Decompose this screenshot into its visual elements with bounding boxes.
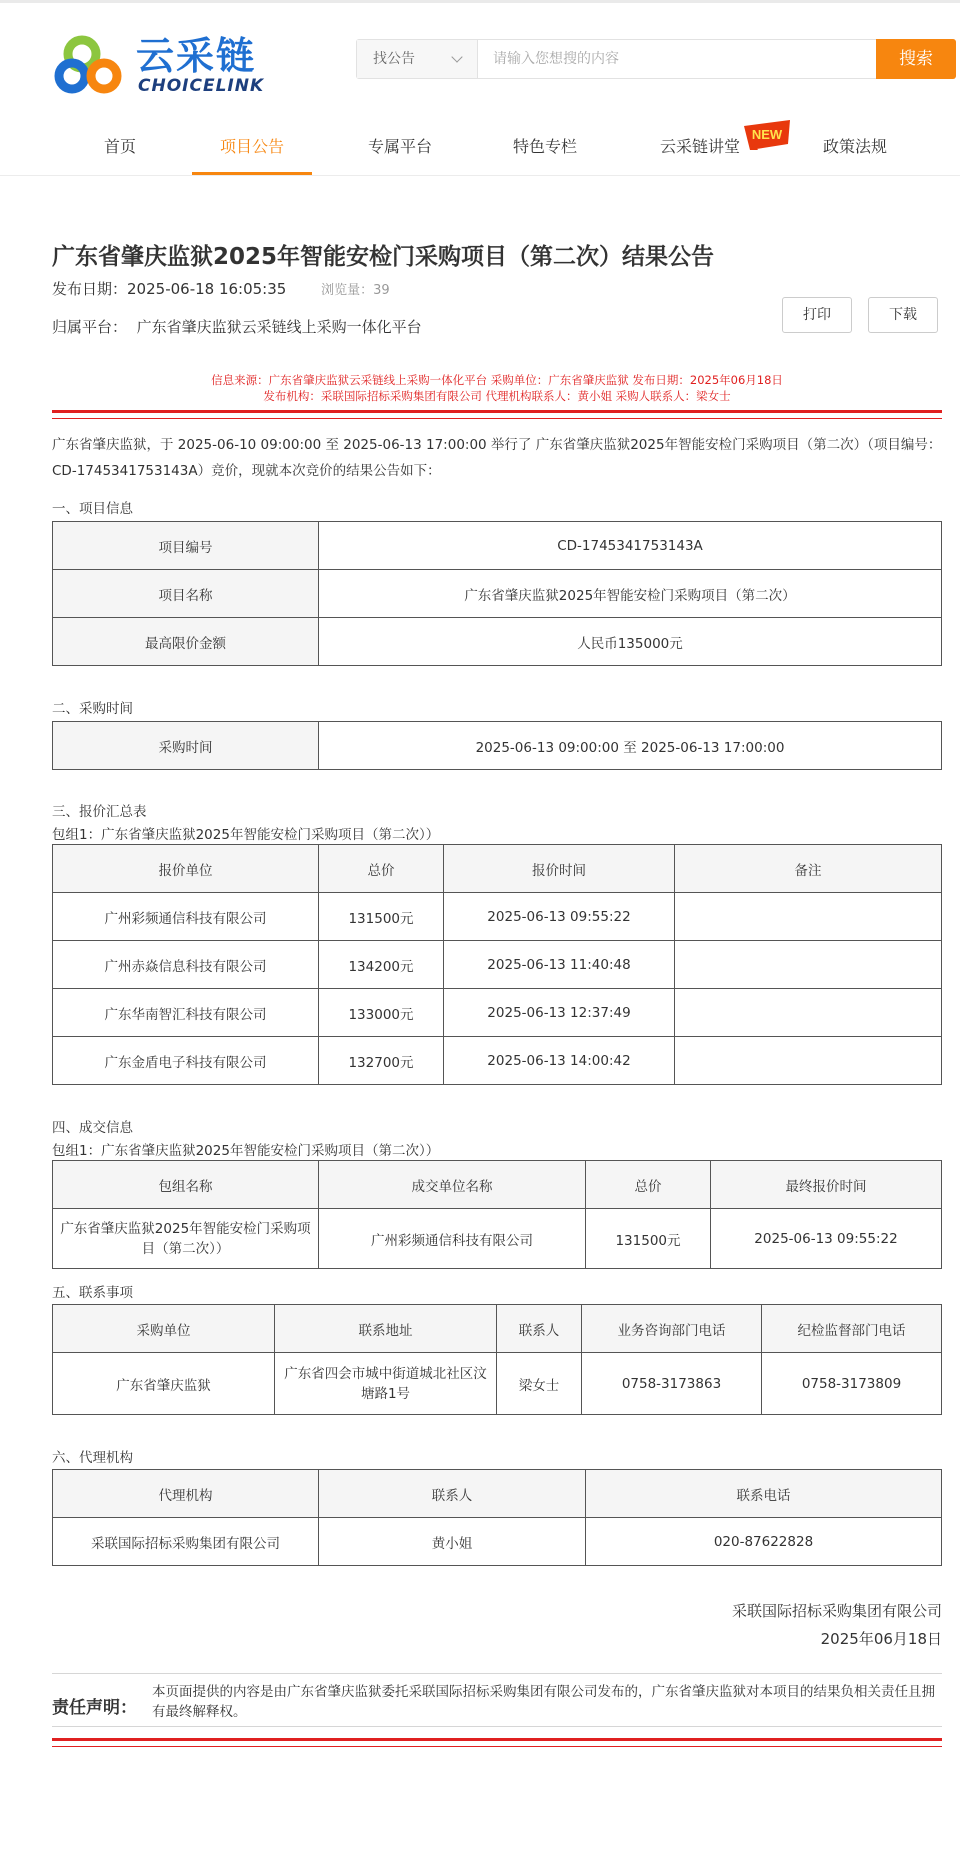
- table-header-row: [53, 1305, 942, 1353]
- page-title: 广东省肇庆监狱2025年智能安检门采购项目（第二次）结果公告: [52, 244, 715, 270]
- table-header-cell: 包组名称: [53, 1161, 319, 1209]
- table-header-cell: 备注: [675, 845, 942, 893]
- divider: [52, 1746, 942, 1747]
- table-cell: 广东省肇庆监狱2025年智能安检门采购项目（第二次）: [319, 570, 942, 618]
- source-info: [52, 372, 942, 404]
- table-header-cell: 总价: [319, 845, 444, 893]
- table-header-cell: 成交单位名称: [319, 1161, 586, 1209]
- disclaimer-label: 责任声明：: [52, 1698, 137, 1718]
- table-header-row: [53, 1470, 942, 1518]
- table-cell: 广东省肇庆监狱: [53, 1353, 275, 1415]
- table-cell: [675, 893, 942, 941]
- table-cell: 0758-3173809: [762, 1353, 942, 1415]
- divider: [52, 418, 942, 419]
- section-heading: 六、代理机构: [52, 1450, 133, 1466]
- download-button[interactable]: 下载: [868, 297, 938, 333]
- views-count: 39: [373, 283, 390, 298]
- quote-summary-table: [52, 844, 942, 1085]
- table-cell: 2025-06-13 09:00:00 至 2025-06-13 17:00:00: [319, 722, 942, 770]
- search-type-select[interactable]: [357, 40, 478, 78]
- table-cell: 项目名称: [53, 570, 319, 618]
- table-cell: 2025-06-13 09:55:22: [444, 893, 675, 941]
- platform-label: 归属平台：: [52, 318, 128, 336]
- project-info-table: [52, 521, 942, 666]
- table-header-cell: 采购单位: [53, 1305, 275, 1353]
- nav-item-home[interactable]: 首页: [103, 137, 136, 156]
- agency-table: [52, 1469, 942, 1566]
- section-heading: 一、项目信息: [52, 501, 133, 517]
- table-row: [53, 522, 942, 570]
- section-heading: 四、成交信息: [52, 1120, 133, 1136]
- search-input[interactable]: [479, 40, 879, 78]
- table-cell: 最高限价金额: [53, 618, 319, 666]
- table-cell: 0758-3173863: [582, 1353, 762, 1415]
- logo-mark-icon: [52, 32, 136, 98]
- section-heading: 三、报价汇总表: [52, 804, 147, 820]
- new-badge-text: NEW: [751, 127, 783, 142]
- table-cell: 广东省肇庆监狱2025年智能安检门采购项目（第二次））: [53, 1209, 319, 1269]
- source-line-1: 信息来源：广东省肇庆监狱云采链线上采购一体化平台 采购单位：广东省肇庆监狱 发布日期：2025年06月18日: [211, 373, 783, 387]
- table-cell: 2025-06-13 14:00:42: [444, 1037, 675, 1085]
- table-cell: 2025-06-13 12:37:49: [444, 989, 675, 1037]
- table-cell: 广东华南智汇科技有限公司: [53, 989, 319, 1037]
- table-cell: CD-1745341753143A: [319, 522, 942, 570]
- table-header-cell: 最终报价时间: [711, 1161, 942, 1209]
- section-heading: 二、采购时间: [52, 701, 133, 717]
- table-row: [53, 989, 942, 1037]
- table-row: [53, 1209, 942, 1269]
- search-bar: [356, 39, 956, 79]
- logo-text-cn: 云采链: [136, 34, 257, 78]
- signature-org: 采联国际招标采购集团有限公司: [731, 1602, 942, 1620]
- table-cell: [675, 941, 942, 989]
- source-line-2: 发布机构：采联国际招标采购集团有限公司 代理机构联系人：黄小姐 采购人联系人：梁女士: [263, 389, 731, 403]
- print-button[interactable]: 打印: [782, 297, 852, 333]
- intro-text: 广东省肇庆监狱，于 2025-06-10 09:00:00 至 2025-06-13 17:00:00 举行了 广东省肇庆监狱2025年智能安检门采购项目（第二次）（项目编号：CD-1745341753143A）竞价，现就本次竞价的结果公告如下：: [52, 437, 942, 479]
- table-header-cell: 纪检监督部门电话: [762, 1305, 942, 1353]
- disclaimer-text: 本页面提供的内容是由广东省肇庆监狱委托采联国际招标采购集团有限公司发布的，广东省肇庆监狱对本项目的结果负相关责任且拥有最终解释权。: [152, 1684, 935, 1720]
- table-cell: 广东省四会市城中街道城北社区汶塘路1号: [275, 1353, 497, 1415]
- table-header-cell: 联系电话: [586, 1470, 942, 1518]
- platform-info: [52, 316, 422, 337]
- table-row: [53, 1353, 942, 1415]
- table-cell: 131500元: [586, 1209, 711, 1269]
- table-cell: 项目编号: [53, 522, 319, 570]
- deal-info-table: [52, 1160, 942, 1269]
- views-label: 浏览量：: [321, 283, 374, 298]
- table-row: [53, 570, 942, 618]
- table-cell: 广州彩频通信科技有限公司: [53, 893, 319, 941]
- section-heading: 五、联系事项: [52, 1285, 133, 1301]
- section-subheading: 包组1：广东省肇庆监狱2025年智能安检门采购项目（第二次））: [52, 1143, 440, 1159]
- table-cell: 黄小姐: [319, 1518, 586, 1566]
- table-cell: 梁女士: [497, 1353, 582, 1415]
- table-header-cell: 报价时间: [444, 845, 675, 893]
- table-header-row: [53, 1161, 942, 1209]
- logo-text-en: CHOICELINK: [138, 76, 265, 96]
- table-cell: 131500元: [319, 893, 444, 941]
- table-header-cell: 代理机构: [53, 1470, 319, 1518]
- table-header-row: [53, 845, 942, 893]
- table-cell: 132700元: [319, 1037, 444, 1085]
- new-badge-icon: [740, 120, 792, 152]
- logo[interactable]: [52, 32, 272, 98]
- table-header-cell: 业务咨询部门电话: [582, 1305, 762, 1353]
- signature-date: 2025年06月18日: [820, 1630, 942, 1648]
- main-nav: [0, 120, 960, 176]
- table-cell: 广州彩频通信科技有限公司: [319, 1209, 586, 1269]
- table-cell: [675, 989, 942, 1037]
- table-header-cell: 联系人: [319, 1470, 586, 1518]
- table-header-cell: 总价: [586, 1161, 711, 1209]
- search-type-label: 找公告: [373, 51, 415, 67]
- nav-item-lecture[interactable]: 云采链讲堂: [659, 137, 740, 156]
- table-row: [53, 722, 942, 770]
- divider: [52, 410, 942, 413]
- table-cell: [675, 1037, 942, 1085]
- table-row: [53, 893, 942, 941]
- table-cell: 2025-06-13 09:55:22: [711, 1209, 942, 1269]
- divider: [52, 1726, 942, 1727]
- table-cell: 采联国际招标采购集团有限公司: [53, 1518, 319, 1566]
- table-cell: 134200元: [319, 941, 444, 989]
- table-cell: 采购时间: [53, 722, 319, 770]
- publish-date: 2025-06-18 16:05:35: [127, 280, 287, 298]
- nav-item-announcements[interactable]: 项目公告: [192, 120, 312, 175]
- table-row: [53, 1037, 942, 1085]
- table-row: [53, 1518, 942, 1566]
- search-button[interactable]: 搜索: [876, 39, 956, 79]
- table-cell: 2025-06-13 11:40:48: [444, 941, 675, 989]
- table-cell: 133000元: [319, 989, 444, 1037]
- nav-item-policy[interactable]: 政策法规: [822, 137, 887, 156]
- table-cell: 人民币135000元: [319, 618, 942, 666]
- divider: [52, 1738, 942, 1741]
- table-row: [53, 618, 942, 666]
- contact-table: [52, 1304, 942, 1415]
- table-cell: 020-87622828: [586, 1518, 942, 1566]
- platform-name: 广东省肇庆监狱云采链线上采购一体化平台: [136, 318, 422, 336]
- nav-item-features[interactable]: 特色专栏: [512, 137, 577, 156]
- publish-date-label: 发布日期：: [52, 280, 128, 298]
- section-subheading: 包组1：广东省肇庆监狱2025年智能安检门采购项目（第二次））: [52, 827, 440, 843]
- nav-item-platform[interactable]: 专属平台: [367, 137, 432, 156]
- divider: [52, 1673, 942, 1674]
- table-cell: 广东金盾电子科技有限公司: [53, 1037, 319, 1085]
- purchase-time-table: [52, 721, 942, 770]
- table-header-cell: 联系地址: [275, 1305, 497, 1353]
- publish-info: [52, 278, 390, 299]
- chevron-down-icon: [451, 51, 462, 62]
- table-header-cell: 联系人: [497, 1305, 582, 1353]
- top-border: [0, 0, 960, 3]
- table-header-cell: 报价单位: [53, 845, 319, 893]
- table-cell: 广州赤焱信息科技有限公司: [53, 941, 319, 989]
- table-row: [53, 941, 942, 989]
